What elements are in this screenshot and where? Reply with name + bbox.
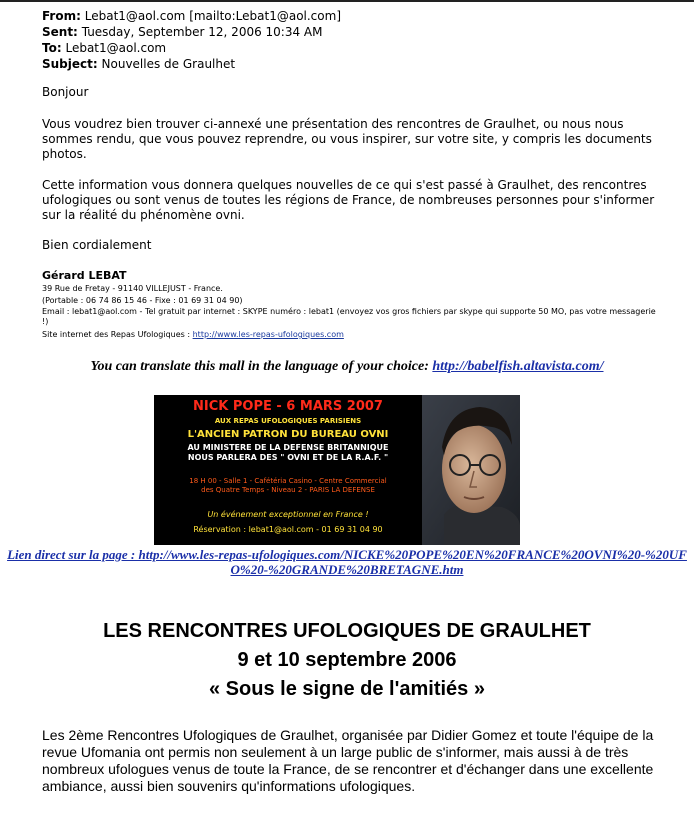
article-date: 9 et 10 septembre 2006 bbox=[237, 649, 457, 671]
banner-subtitle: AUX REPAS UFOLOGIQUES PARISIENS bbox=[214, 417, 362, 425]
sent-label: Sent: bbox=[42, 25, 78, 39]
banner-line-5: NOUS PARLERA DES " OVNI ET DE LA R.A.F. " bbox=[187, 453, 389, 462]
banner-event: Un événement exceptionnel en France ! bbox=[207, 510, 369, 519]
babelfish-link[interactable]: http://babelfish.altavista.com/ bbox=[432, 359, 604, 374]
article-paragraph: Les 2ème Rencontres Ufologiques de Graulhet, organisée par Didier Gomez et toute l'équipe de la revue Ufomania ont permis non seulement à un large public de s'informer, mais aussi à de très nombreux ufologues venus de toute la France, de se rencontrer et d'échanger dans une excellente ambiance, aussi bien souvenirs qu'informations ufologiques. bbox=[42, 727, 654, 794]
translate-line bbox=[0, 359, 694, 375]
translate-text: You can translate this mall in the language of your choice: bbox=[90, 359, 433, 374]
message-paragraph-1: Vous voudrez bien trouver ci-annexé une présentation des rencontres de Graulhet, ou nous nous sommes rendu, que vous pouvez reprendre, ou vous inspirer, sur votre site, y compris les documents photos. bbox=[42, 117, 652, 161]
banner-headline: L'ANCIEN PATRON DU BUREAU OVNI bbox=[187, 429, 389, 440]
nick-pope-banner[interactable] bbox=[154, 395, 520, 545]
signature-address: 39 Rue de Fretay - 91140 VILLEJUST - France. bbox=[42, 284, 223, 293]
subject-line bbox=[42, 56, 235, 72]
from-line bbox=[42, 8, 341, 24]
subject-value: Nouvelles de Graulhet bbox=[101, 57, 236, 71]
portrait-photo bbox=[422, 395, 520, 545]
signature-site bbox=[42, 330, 662, 340]
signature-name: Gérard LEBAT bbox=[42, 269, 127, 282]
email-header bbox=[0, 0, 694, 72]
sent-value: Tuesday, September 12, 2006 10:34 AM bbox=[81, 25, 323, 39]
direct-link-block[interactable] bbox=[0, 547, 694, 577]
signature-email: Email : lebat1@aol.com - Tel gratuit par internet : SKYPE numéro : lebat1 (envoyez vos gros fichiers par skype qui supporte 50 MO, pas votre messagerie !) bbox=[42, 307, 656, 326]
banner-line-4: AU MINISTERE DE LA DEFENSE BRITANNIQUE bbox=[187, 443, 389, 452]
to-label: To: bbox=[42, 41, 62, 55]
to-line bbox=[42, 40, 166, 56]
direct-link-label: Lien direct sur la page : bbox=[7, 547, 139, 562]
site-label: Site internet des Repas Ufologiques : bbox=[42, 330, 193, 339]
article-subtitle: « Sous le signe de l'amitiés » bbox=[209, 678, 485, 700]
site-link[interactable]: http://www.les-repas-ufologiques.com bbox=[192, 330, 344, 339]
banner-details-1: 18 H 00 - Salle 1 - Cafétéria Casino - Centre Commercial bbox=[189, 477, 387, 485]
banner-description bbox=[154, 443, 422, 463]
article-title: LES RENCONTRES UFOLOGIQUES DE GRAULHET bbox=[103, 620, 591, 642]
closing: Bien cordialement bbox=[42, 238, 152, 252]
to-value: Lebat1@aol.com bbox=[65, 41, 167, 55]
from-value: Lebat1@aol.com [mailto:Lebat1@aol.com] bbox=[84, 9, 341, 23]
banner-details bbox=[154, 477, 422, 495]
banner-title: NICK POPE - 6 MARS 2007 bbox=[193, 399, 383, 414]
banner-reservation: Réservation : lebat1@aol.com - 01 69 31 04 90 bbox=[193, 525, 383, 534]
banner-text-block bbox=[154, 395, 422, 545]
from-label: From: bbox=[42, 9, 81, 23]
sent-line bbox=[42, 24, 323, 40]
banner-details-2: des Quatre Temps - Niveau 2 - PARIS LA DEFENSE bbox=[201, 486, 375, 494]
message-paragraph-2: Cette information vous donnera quelques nouvelles de ce qui s'est passé à Graulhet, des rencontres ufologiques ou sont venus de toutes les régions de France, de nombreuses personnes pour s'informer sur la réalité du phénomène ovni. bbox=[42, 178, 655, 222]
signature-phones: (Portable : 06 74 86 15 46 - Fixe : 01 69 31 04 90) bbox=[42, 296, 243, 305]
greeting: Bonjour bbox=[42, 85, 89, 99]
direct-link-url[interactable]: http://www.les-repas-ufologiques.com/NICKE%20POPE%20EN%20FRANCE%20OVNI%20-%20UFO%20-%20GRANDE%20BRETAGNE.htm bbox=[138, 547, 687, 577]
subject-label: Subject: bbox=[42, 57, 98, 71]
